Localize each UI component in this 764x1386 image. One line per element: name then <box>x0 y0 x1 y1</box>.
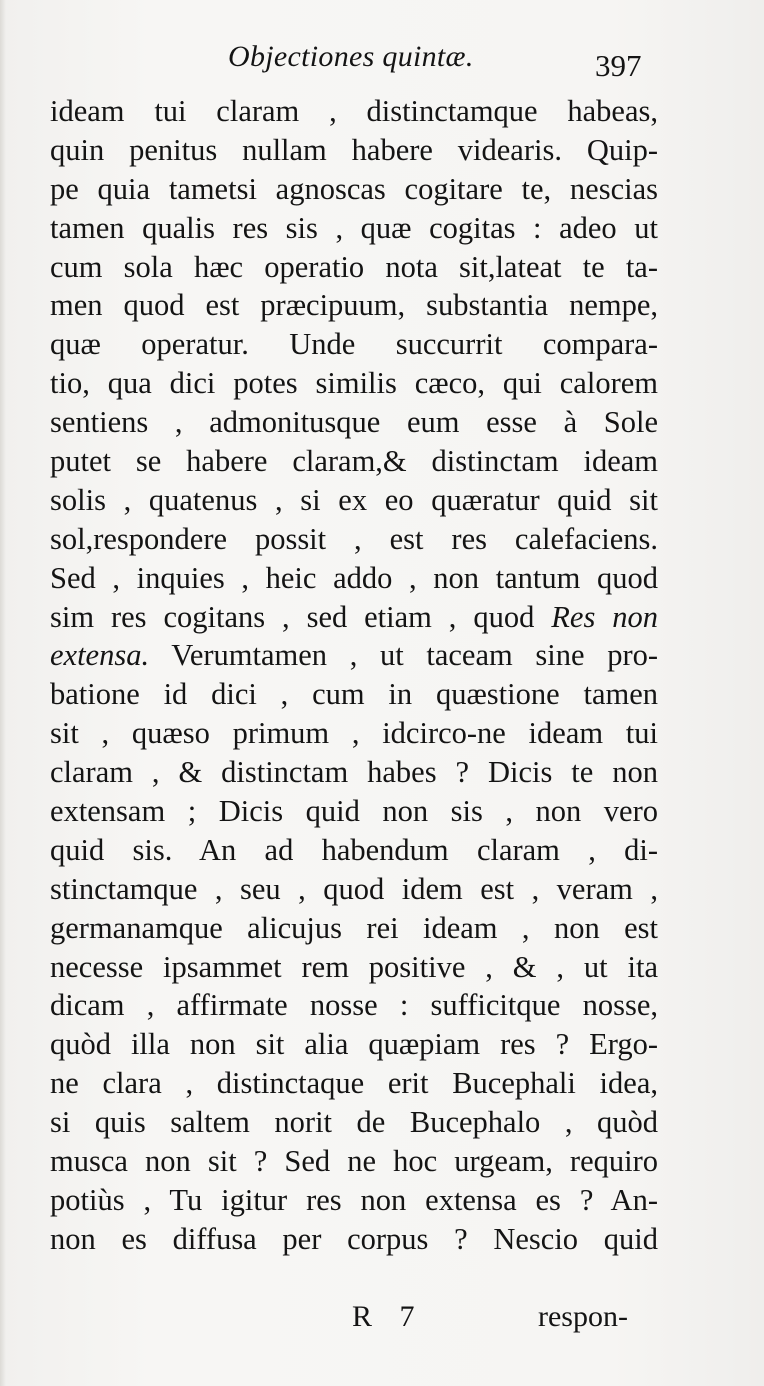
text-line: Sed , inquies , heic addo , non tantum quod <box>50 560 658 595</box>
text-line: putet se habere claram,& distinctam ideam <box>50 444 658 479</box>
text-line: sentiens , admonitusque eum esse à Sole <box>50 405 658 440</box>
text-line: ne clara , distinctaque erit Bucephali idea, <box>50 1066 658 1101</box>
italic-phrase: Res non <box>551 599 658 634</box>
text-line: necesse ipsammet rem positive , & , ut ita <box>50 949 658 984</box>
page-number: 397 <box>595 48 642 83</box>
text-line: extensam ; Dicis quid non sis , non vero <box>50 794 658 829</box>
text-line: sol,respondere possit , est res calefaciens. <box>50 521 658 556</box>
text-line: men quod est præcipuum, substantia nempe, <box>50 288 658 323</box>
text-segment: sim res cogitans , sed etiam , quod <box>50 599 535 634</box>
text-line: claram , & distinctam habes ? Dicis te non <box>50 755 658 790</box>
running-head <box>0 40 764 96</box>
body-text <box>50 92 658 1259</box>
text-line: germanamque alicujus rei ideam , non est <box>50 910 658 945</box>
text-line: tio, qua dici potes similis cæco, qui calorem <box>50 366 658 401</box>
text-line: quæ operatur. Unde succurrit compara- <box>50 327 658 362</box>
text-line: ideam tui claram , distinctamque habeas, <box>50 94 658 128</box>
text-segment: Verumtamen , ut taceam sine pro- <box>171 638 659 673</box>
text-line: stinctamque , seu , quod idem est , veram , <box>50 871 658 906</box>
text-line: musca non sit ? Sed ne hoc urgeam, requiro <box>50 1144 658 1179</box>
catchword: respon- <box>538 1300 628 1333</box>
text-line: quòd illa non sit alia quæpiam res ? Ergo- <box>50 1027 658 1062</box>
text-line: non es diffusa per corpus ? Nescio quid <box>50 1221 658 1256</box>
text-line: sit , quæso primum , idcirco-ne ideam tui <box>50 716 658 751</box>
text-line: si quis saltem norit de Bucephalo , quòd <box>50 1105 658 1140</box>
text-line: potiùs , Tu igitur res non extensa es ? An- <box>50 1182 658 1217</box>
running-title: Objectiones quintæ. <box>228 40 474 73</box>
italic-phrase: extensa. <box>50 638 150 673</box>
text-line-with-italic <box>50 636 658 675</box>
text-line: dicam , affirmate nosse : sufficitque nosse, <box>50 988 658 1023</box>
text-line: quin penitus nullam habere videaris. Quip- <box>50 132 658 167</box>
text-line: tamen qualis res sis , quæ cogitas : adeo ut <box>50 210 658 245</box>
page-footer <box>0 1300 764 1344</box>
text-line: pe quia tametsi agnoscas cogitare te, nescias <box>50 171 658 206</box>
text-line: solis , quatenus , si ex eo quæratur quid sit <box>50 482 658 517</box>
signature-mark: R 7 <box>352 1300 425 1333</box>
page-edge-shadow <box>0 0 6 1386</box>
text-line: quid sis. An ad habendum claram , di- <box>50 832 658 867</box>
text-line: cum sola hæc operatio nota sit,lateat te ta- <box>50 249 658 284</box>
text-line-with-italic <box>50 598 658 637</box>
text-line: batione id dici , cum in quæstione tamen <box>50 677 658 712</box>
